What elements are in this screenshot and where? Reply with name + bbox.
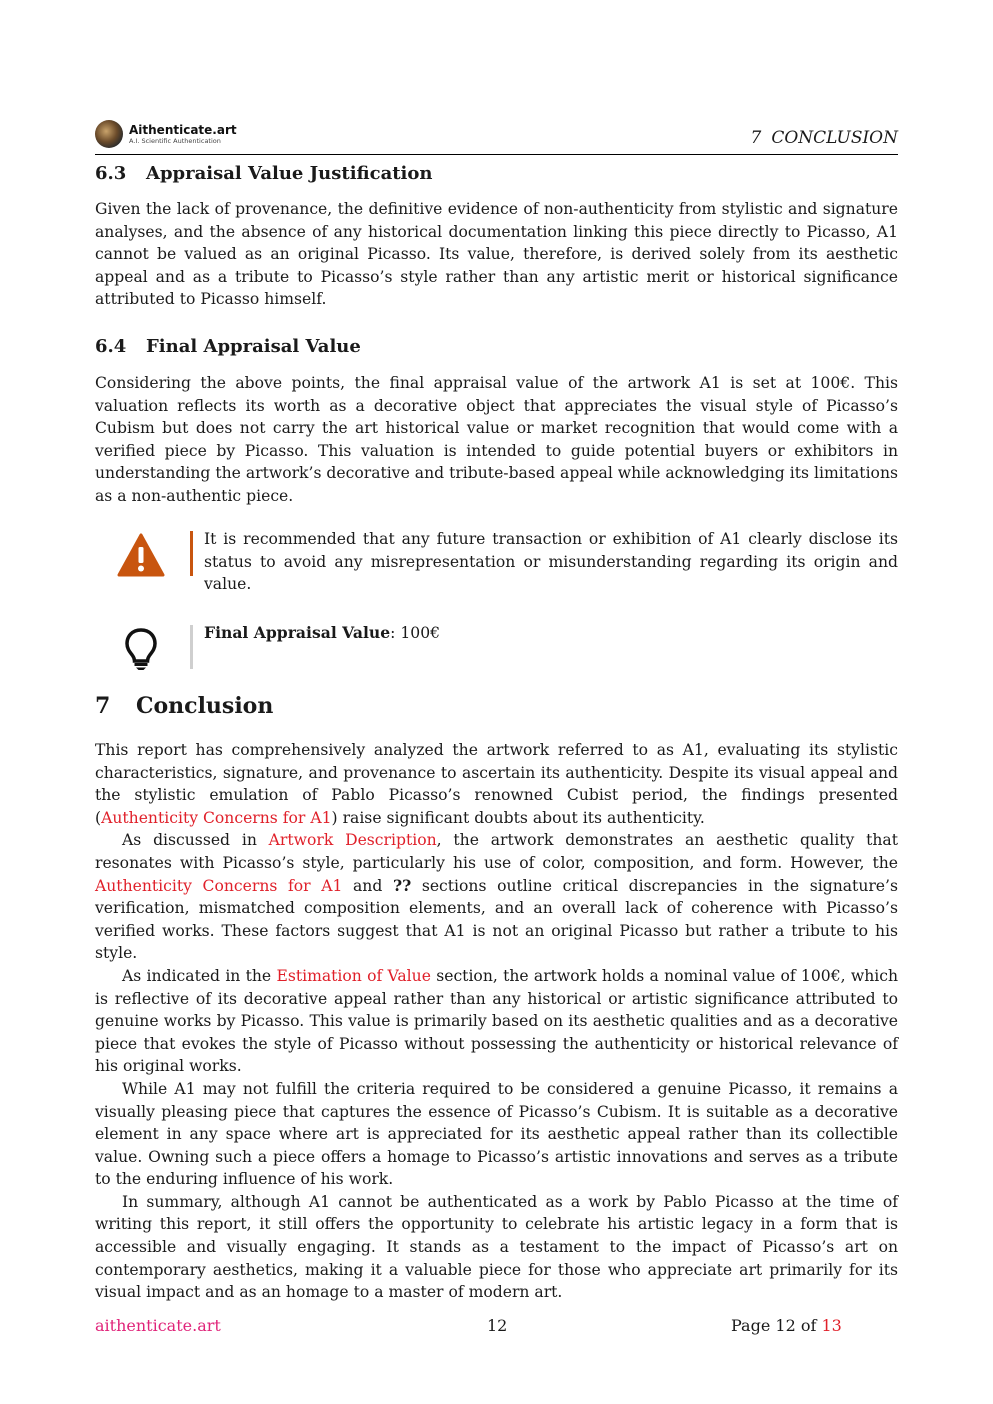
text-run: While A1 may not fulfill the criteria required to be considered a genuine Picasso, it remains a visually pleasing piece that captures the essence of Picasso’s Cubism. It is suitable as a decorative element in any space where art is appreciated for its aesthetic appeal rather than its collectible value. Owning such a piece offers a homage to Picasso’s artistic innovations and serves as a tribute to the enduring influence of his work.	[95, 1079, 898, 1189]
running-head	[750, 128, 898, 148]
logo-name: Aithenticate.art	[129, 122, 237, 137]
text-run: This report has comprehensively analyzed the artwork referred to as A1, evaluating its stylistic characteristics, signature, and provenance to ascertain its authenticity. Despite its visual appeal and the stylistic emulation of Pablo Picasso’s renowned Cubist period, the findings presented (	[95, 741, 898, 827]
heading-6-3	[95, 163, 433, 184]
warning-icon	[117, 533, 165, 577]
paragraph-7-2	[95, 829, 898, 965]
logo-subtitle: A.I. Scientific Authentication	[129, 136, 221, 145]
link-authenticity-concerns[interactable]: Authenticity Concerns for A1	[95, 876, 343, 895]
heading-6-4	[95, 336, 361, 357]
conclusion-body	[95, 739, 898, 1304]
paragraph-7-4	[95, 1078, 898, 1191]
tip-text	[204, 622, 898, 645]
heading-number: 6.4	[95, 336, 127, 357]
warning-bar	[190, 531, 193, 576]
heading-title: Final Appraisal Value	[146, 336, 361, 357]
tip-value: : 100€	[390, 624, 441, 642]
tip-bar	[190, 625, 193, 669]
heading-title: Appraisal Value Justification	[146, 163, 433, 184]
heading-number: 6.3	[95, 163, 127, 184]
footer-page-of	[731, 1316, 842, 1335]
warning-box	[95, 530, 898, 594]
paragraph-7-1	[95, 739, 898, 829]
footer-page-number: 12	[487, 1316, 508, 1335]
total-pages-link[interactable]: 13	[821, 1316, 842, 1335]
running-head-number: 7	[750, 128, 762, 148]
paragraph-6-3: Given the lack of provenance, the definitive evidence of non-authenticity from stylistic and signature analyses, and the absence of any historical documentation linking this piece directly to Picasso, A1 cannot be valued as an original Picasso. Its value, therefore, is derived solely from its aesthetic appeal and as a tribute to Picasso’s style rather than any artistic merit or historical significance attributed to Picasso himself.	[95, 200, 898, 309]
link-estimation-of-value[interactable]: Estimation of Value	[276, 966, 431, 985]
tip-box	[95, 625, 898, 669]
logo	[95, 120, 237, 148]
heading-title: Conclusion	[136, 693, 274, 719]
paragraph-7-3	[95, 965, 898, 1078]
text-run: sections outline critical discrepancies in the signature’s verification, mismatched composition elements, and an overall lack of coherence with Picasso’s verified works. These factors suggest that A1 is not an original Picasso but rather a tribute to his style.	[95, 876, 898, 963]
text-run: , the artwork demonstrates an aesthetic quality that resonates with Picasso’s style, particularly his use of color, composition, and form. However, the	[95, 831, 898, 872]
text-run: ) raise significant doubts about its authenticity.	[331, 808, 705, 827]
tip-label: Final Appraisal Value	[204, 623, 391, 642]
page-label: Page 12 of	[731, 1316, 822, 1335]
paragraph-6-4: Considering the above points, the final appraisal value of the artwork A1 is set at 100€. This valuation reflects its worth as a decorative object that appreciates the visual style of Picasso’s Cubism but does not carry the art historical value or market recognition that would come with a verified piece by Picasso. This valuation is intended to guide potential buyers or exhibitors in understanding the artwork’s decorative and tribute-based appeal while acknowledging its limitations as a non-authentic piece.	[95, 374, 898, 505]
text-run: and	[342, 876, 393, 895]
logo-mark-icon	[95, 120, 123, 148]
text-run: As discussed in	[122, 831, 269, 850]
text-run: As indicated in the	[122, 966, 277, 985]
running-head-title: CONCLUSION	[771, 128, 898, 148]
missing-reference: ??	[392, 875, 412, 895]
link-artwork-description[interactable]: Artwork Description	[268, 831, 437, 850]
page-header	[95, 118, 898, 155]
footer-site-link[interactable]: aithenticate.art	[95, 1316, 221, 1335]
warning-text: It is recommended that any future transaction or exhibition of A1 clearly disclose its status to avoid any misrepresentation or misunderstanding regarding its origin and value.	[204, 530, 898, 594]
text-run: In summary, although A1 cannot be authenticated as a work by Pablo Picasso at the time of writing this report, it still offers the opportunity to celebrate his artistic legacy in a form that is accessible and visually engaging. It stands as a testament to the impact of Picasso’s art on contemporary aesthetics, making it a valuable piece for those who appreciate art primarily for its visual impact and as an homage to a master of modern art.	[95, 1192, 898, 1302]
paragraph-7-5	[95, 1191, 898, 1304]
heading-7	[95, 693, 273, 719]
heading-number: 7	[95, 693, 111, 719]
lightbulb-icon	[123, 627, 159, 671]
link-authenticity-concerns[interactable]: Authenticity Concerns for A1	[101, 808, 332, 827]
text-run: section, the artwork holds a nominal value of 100€, which is reflective of its decorative appeal rather than any historical or artistic significance attributed to genuine works by Picasso. This value is primarily based on its aesthetic qualities and as a decorative piece that evokes the style of Picasso without possessing the authenticity or historical relevance of his original works.	[95, 966, 899, 1076]
